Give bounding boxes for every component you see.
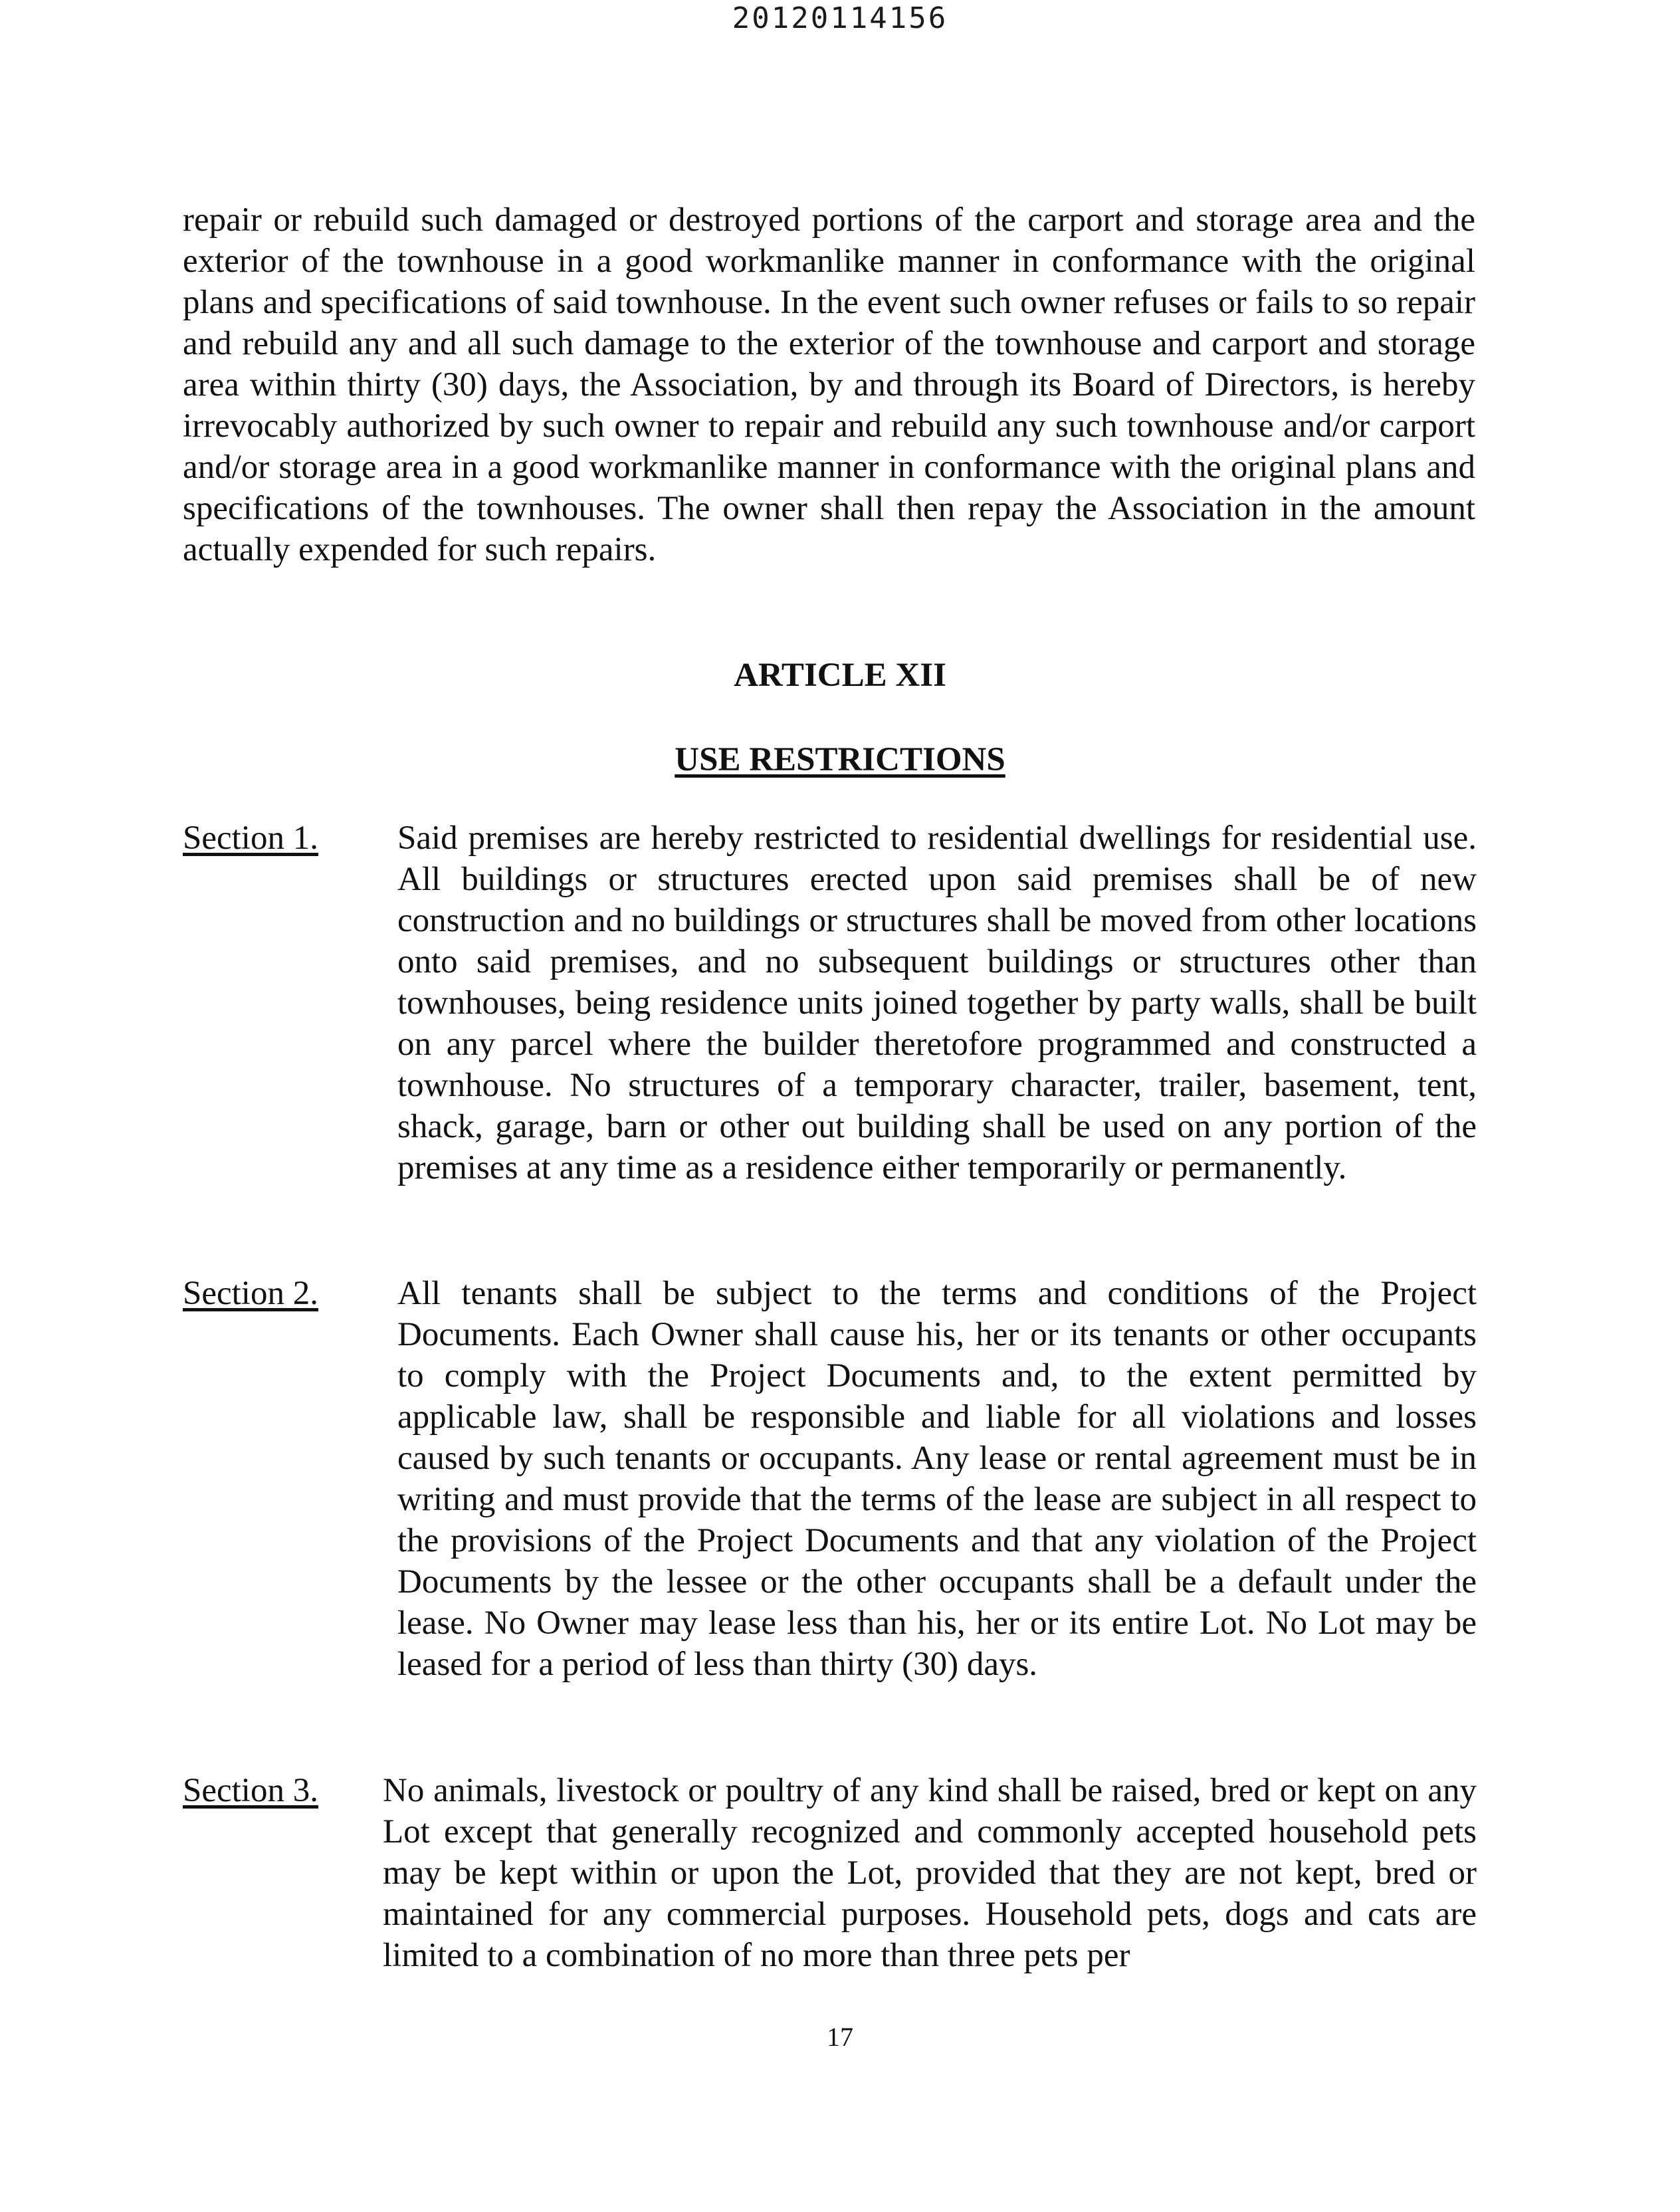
section-3-text: No animals, livestock or poultry of any kind shall be raised, bred or kept on any Lot except that generally recognized and commonly accepted household pets may be kept within or upon the Lot, provided that they are not kept, bred or maintained for any commercial purposes. Household pets, dogs and cats are limited to a combination of no more than three pets per: [383, 1772, 1477, 1974]
section-2-label: Section 2.: [183, 1275, 318, 1312]
section-1-label: Section 1.: [183, 820, 318, 857]
page-number: 17: [827, 2022, 853, 2052]
section-3-label: Section 3.: [183, 1772, 318, 1809]
intro-paragraph: repair or rebuild such damaged or destroyed portions of the carport and storage area and the exterior of the townhouse in a good workmanlike manner in conformance with the original plans and specifications of said townhouse. In the event such owner refuses or fails to so repair and rebuild any and all such damage to the exterior of the townhouse and carport and storage area within thirty (30) days, the Association, by and through its Board of Directors, is hereby irrevocably authorized by such owner to repair and rebuild any such townhouse and/or carport and/or storage area in a good workmanlike manner in conformance with the original plans and specifications of the townhouses. The owner shall then repay the Association in the amount actually expended for such repairs.: [183, 201, 1475, 568]
section-2-text: All tenants shall be subject to the terms and conditions of the Project Documents. Each Owner shall cause his, her or its tenants or other occupants to comply with the Project Documents and, to the extent permitted by applicable law, shall be responsible and liable for all violations and losses caused by such tenants or occupants. Any lease or rental agreement must be in writing and must provide that the terms of the lease are subject in all respect to the provisions of the Project Documents and that any violation of the Project Documents by the lessee or the other occupants shall be a default under the lease. No Owner may lease less than his, her or its entire Lot. No Lot may be leased for a period of less than thirty (30) days.: [397, 1275, 1477, 1683]
article-heading: ARTICLE XII: [734, 657, 946, 694]
section-1-text: Said premises are hereby restricted to residential dwellings for residential use. All buildings or structures erected upon said premises shall be of new construction and no buildings or structures shall be moved from other locations onto said premises, and no subsequent buildings or structures other than townhouses, being residence units joined together by party walls, shall be built on any parcel where the builder theretofore programmed and constructed a townhouse. No structures of a temporary character, trailer, basement, tent, shack, garage, barn or other out building shall be used on any portion of the premises at any time as a residence either temporarily or permanently.: [397, 820, 1477, 1186]
document-number: 20120114156: [732, 1, 948, 35]
article-title: USE RESTRICTIONS: [675, 741, 1005, 778]
